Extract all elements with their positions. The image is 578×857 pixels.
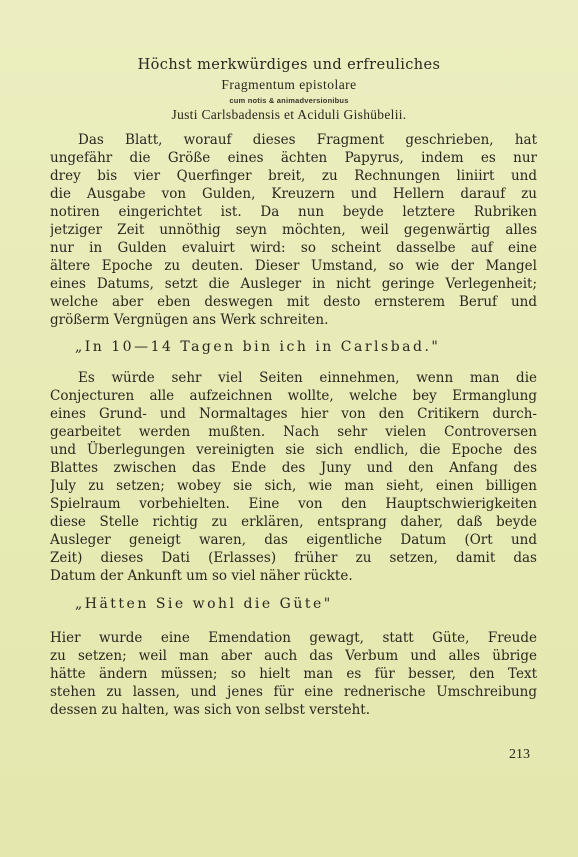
text-line: und Überlegungen vereinigten sie sich endlich, die Epoche des — [50, 442, 537, 458]
text-line: dessen zu halten, was sich von selbst versteht. — [50, 702, 371, 718]
text-line: nur in Gulden evaluirt wird: so scheint dasselbe auf eine — [50, 240, 537, 256]
heading-author: Justi Carlsbadensis et Aciduli Gishübelii. — [171, 107, 407, 122]
page-number: 213 — [509, 747, 530, 762]
text-line: Spielraum vorbehielten. Eine von den Hauptschwierigkeiten — [50, 496, 537, 512]
text-line: zu setzen; weil man aber auch das Verbum und alles übrige — [50, 648, 537, 664]
quote-1: „In 10—14 Tagen bin ich in Carlsbad." — [75, 339, 441, 355]
text-line: jetziger Zeit unnöthig seyn möchten, weil gegenwärtig alles — [50, 222, 537, 238]
heading-subtitle: Fragmentum epistolare — [221, 77, 357, 92]
text-line: die Ausgabe von Gulden, Kreuzern und Hellern darauf zu — [50, 186, 537, 202]
text-line: Zeit) dieses Dati (Erlasses) früher zu setzen, damit das — [50, 550, 537, 566]
text-line: ältere Epoche zu deuten. Dieser Umstand, so wie der Mangel — [50, 258, 537, 274]
text-line: drey bis vier Querfinger breit, zu Rechnungen liniirt und — [50, 168, 537, 184]
text-line: diese Stelle richtig zu erklären, entsprang daher, daß beyde — [50, 514, 537, 530]
text-line: hätte ändern müssen; so hielt man es für besser, den Text — [50, 666, 537, 682]
text-line: Es würde sehr viel Seiten einnehmen, wenn man die — [78, 370, 537, 386]
text-line: größerm Vergnügen ans Werk schreiten. — [50, 312, 329, 328]
text-line: welche aber eben deswegen mit desto ernsterem Beruf und — [50, 294, 537, 310]
heading-note: cum notis & animadversionibus — [229, 96, 349, 105]
text-line: stehen zu lassen, und jenes für eine rednerische Umschreibung — [50, 684, 537, 700]
text-line: Ausleger geneigt waren, das eigentliche Datum (Ort und — [50, 532, 537, 548]
text-line: ungefähr die Größe eines ächten Papyrus, indem es nur — [50, 150, 537, 166]
text-line: Hier wurde eine Emendation gewagt, statt Güte, Freude — [50, 630, 537, 646]
quote-2: „Hätten Sie wohl die Güte" — [75, 596, 333, 612]
text-line: Datum der Ankunft um so viel näher rückte. — [50, 568, 353, 584]
text-line: gearbeitet werden mußten. Nach sehr vielen Controversen — [50, 424, 537, 440]
text-line: Das Blatt, worauf dieses Fragment geschrieben, hat — [78, 132, 537, 148]
heading-title: Höchst merkwürdiges und erfreuliches — [137, 57, 441, 73]
text-line: notiren eingerichtet ist. Da nun beyde letztere Rubriken — [50, 204, 537, 220]
text-line: eines Grund- und Normaltages hier von den Critikern durch- — [50, 406, 537, 422]
text-line: eines Datums, setzt die Ausleger in nicht geringe Verlegenheit; — [50, 276, 537, 292]
text-line: July zu setzen; wobey sie sich, wie man sieht, einen billigen — [50, 478, 537, 494]
text-line: Conjecturen alle aufzeichnen wollte, welche bey Ermanglung — [50, 388, 537, 404]
text-line: Blattes zwischen das Ende des Juny und den Anfang des — [50, 460, 537, 476]
